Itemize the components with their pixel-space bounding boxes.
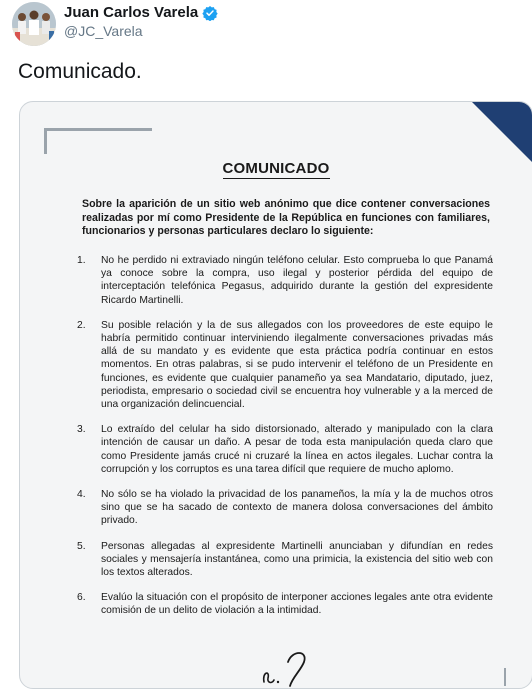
tweet-media-image[interactable]	[19, 101, 532, 689]
list-item	[77, 591, 493, 617]
document-title-text: COMUNICADO	[222, 160, 330, 177]
signature	[258, 642, 318, 688]
list-item-number: 3.	[77, 424, 86, 436]
list-item	[77, 423, 493, 476]
list-item	[77, 254, 493, 307]
document-intro: Sobre la aparición de un sitio web anónimo que dice contener conversaciones realizadas por mí como Presidente de la República en funciones con familiares, funcionarios y personas particulares declaro lo siguiente:	[82, 198, 490, 237]
tweet-text: Comunicado.	[18, 60, 142, 83]
list-item-text: Lo extraído del celular ha sido distorsionado, alterado y manipulado con la clara intención de causar un daño. A pesar de toda esta manipulación queda claro que como Presidente jamás crucé ni cruzaré la línea en actos ilegales. Luchar contra la corrupción y los corruptos es una tarea difícil que requiere de mucho aplomo.	[101, 424, 493, 475]
list-item	[77, 488, 493, 528]
list-item-number: 6.	[77, 592, 86, 604]
avatar[interactable]	[12, 2, 56, 46]
list-item-text: Evalúo la situación con el propósito de interponer acciones legales ante otra evidente comisión de un delito de violación a la intimidad.	[101, 592, 493, 617]
list-item	[77, 319, 493, 411]
list-item-number: 1.	[77, 255, 86, 266]
author-handle[interactable]: @JC_Varela	[64, 23, 143, 39]
list-item	[77, 540, 493, 580]
author-name-text[interactable]: Juan Carlos Varela	[64, 4, 199, 21]
list-item-number: 2.	[77, 319, 86, 331]
list-item-text: No sólo se ha violado la privacidad de los panameños, la mía y la de muchos otros sino que se ha sacado de contexto de manera dolosa conversaciones del ámbito privado.	[101, 489, 493, 527]
list-item-text: Su posible relación y la de sus allegados con los proveedores de este equipo le habría permitido continuar interviniendo ilegalmente conversaciones privadas más allá de su mandato y es evidente que esta práctica podría continuar en estos momentos. En otras palabras, si se pudo intervenir el teléfono de un Presidente en funciones, es evidente que cualquier panameño ya sea Mandatario, diputado, juez, periodista, empresario o sociedad civil se encuentra hoy vulnerable y a la merced de una organización delincuencial.	[101, 319, 493, 411]
verified-badge-icon	[202, 5, 218, 21]
document-frame-line	[44, 128, 47, 154]
list-item-number: 4.	[77, 489, 86, 501]
document-corner-accent	[472, 102, 532, 162]
list-item-number: 5.	[77, 540, 86, 552]
author-name[interactable]	[64, 4, 218, 21]
document-title	[20, 160, 532, 179]
list-item-text: Personas allegadas al expresidente Martinelli anunciaban y difundían en redes sociales y mensajería instantánea, como una primicia, la existencia del sitio web con los textos alterados.	[101, 540, 493, 579]
document-page	[20, 102, 532, 688]
document-list	[77, 254, 493, 630]
list-item-text: No he perdido ni extraviado ningún teléfono celular. Esto comprueba lo que Panamá ya conoce sobre la compra, uso ilegal y posterior pérdida del equipo de interceptación telefónica Pegasus, adquirido durante la gestión del expresidente Ricardo Martinelli.	[101, 255, 493, 306]
document-frame-line	[44, 128, 152, 131]
document-frame-line	[504, 668, 506, 686]
